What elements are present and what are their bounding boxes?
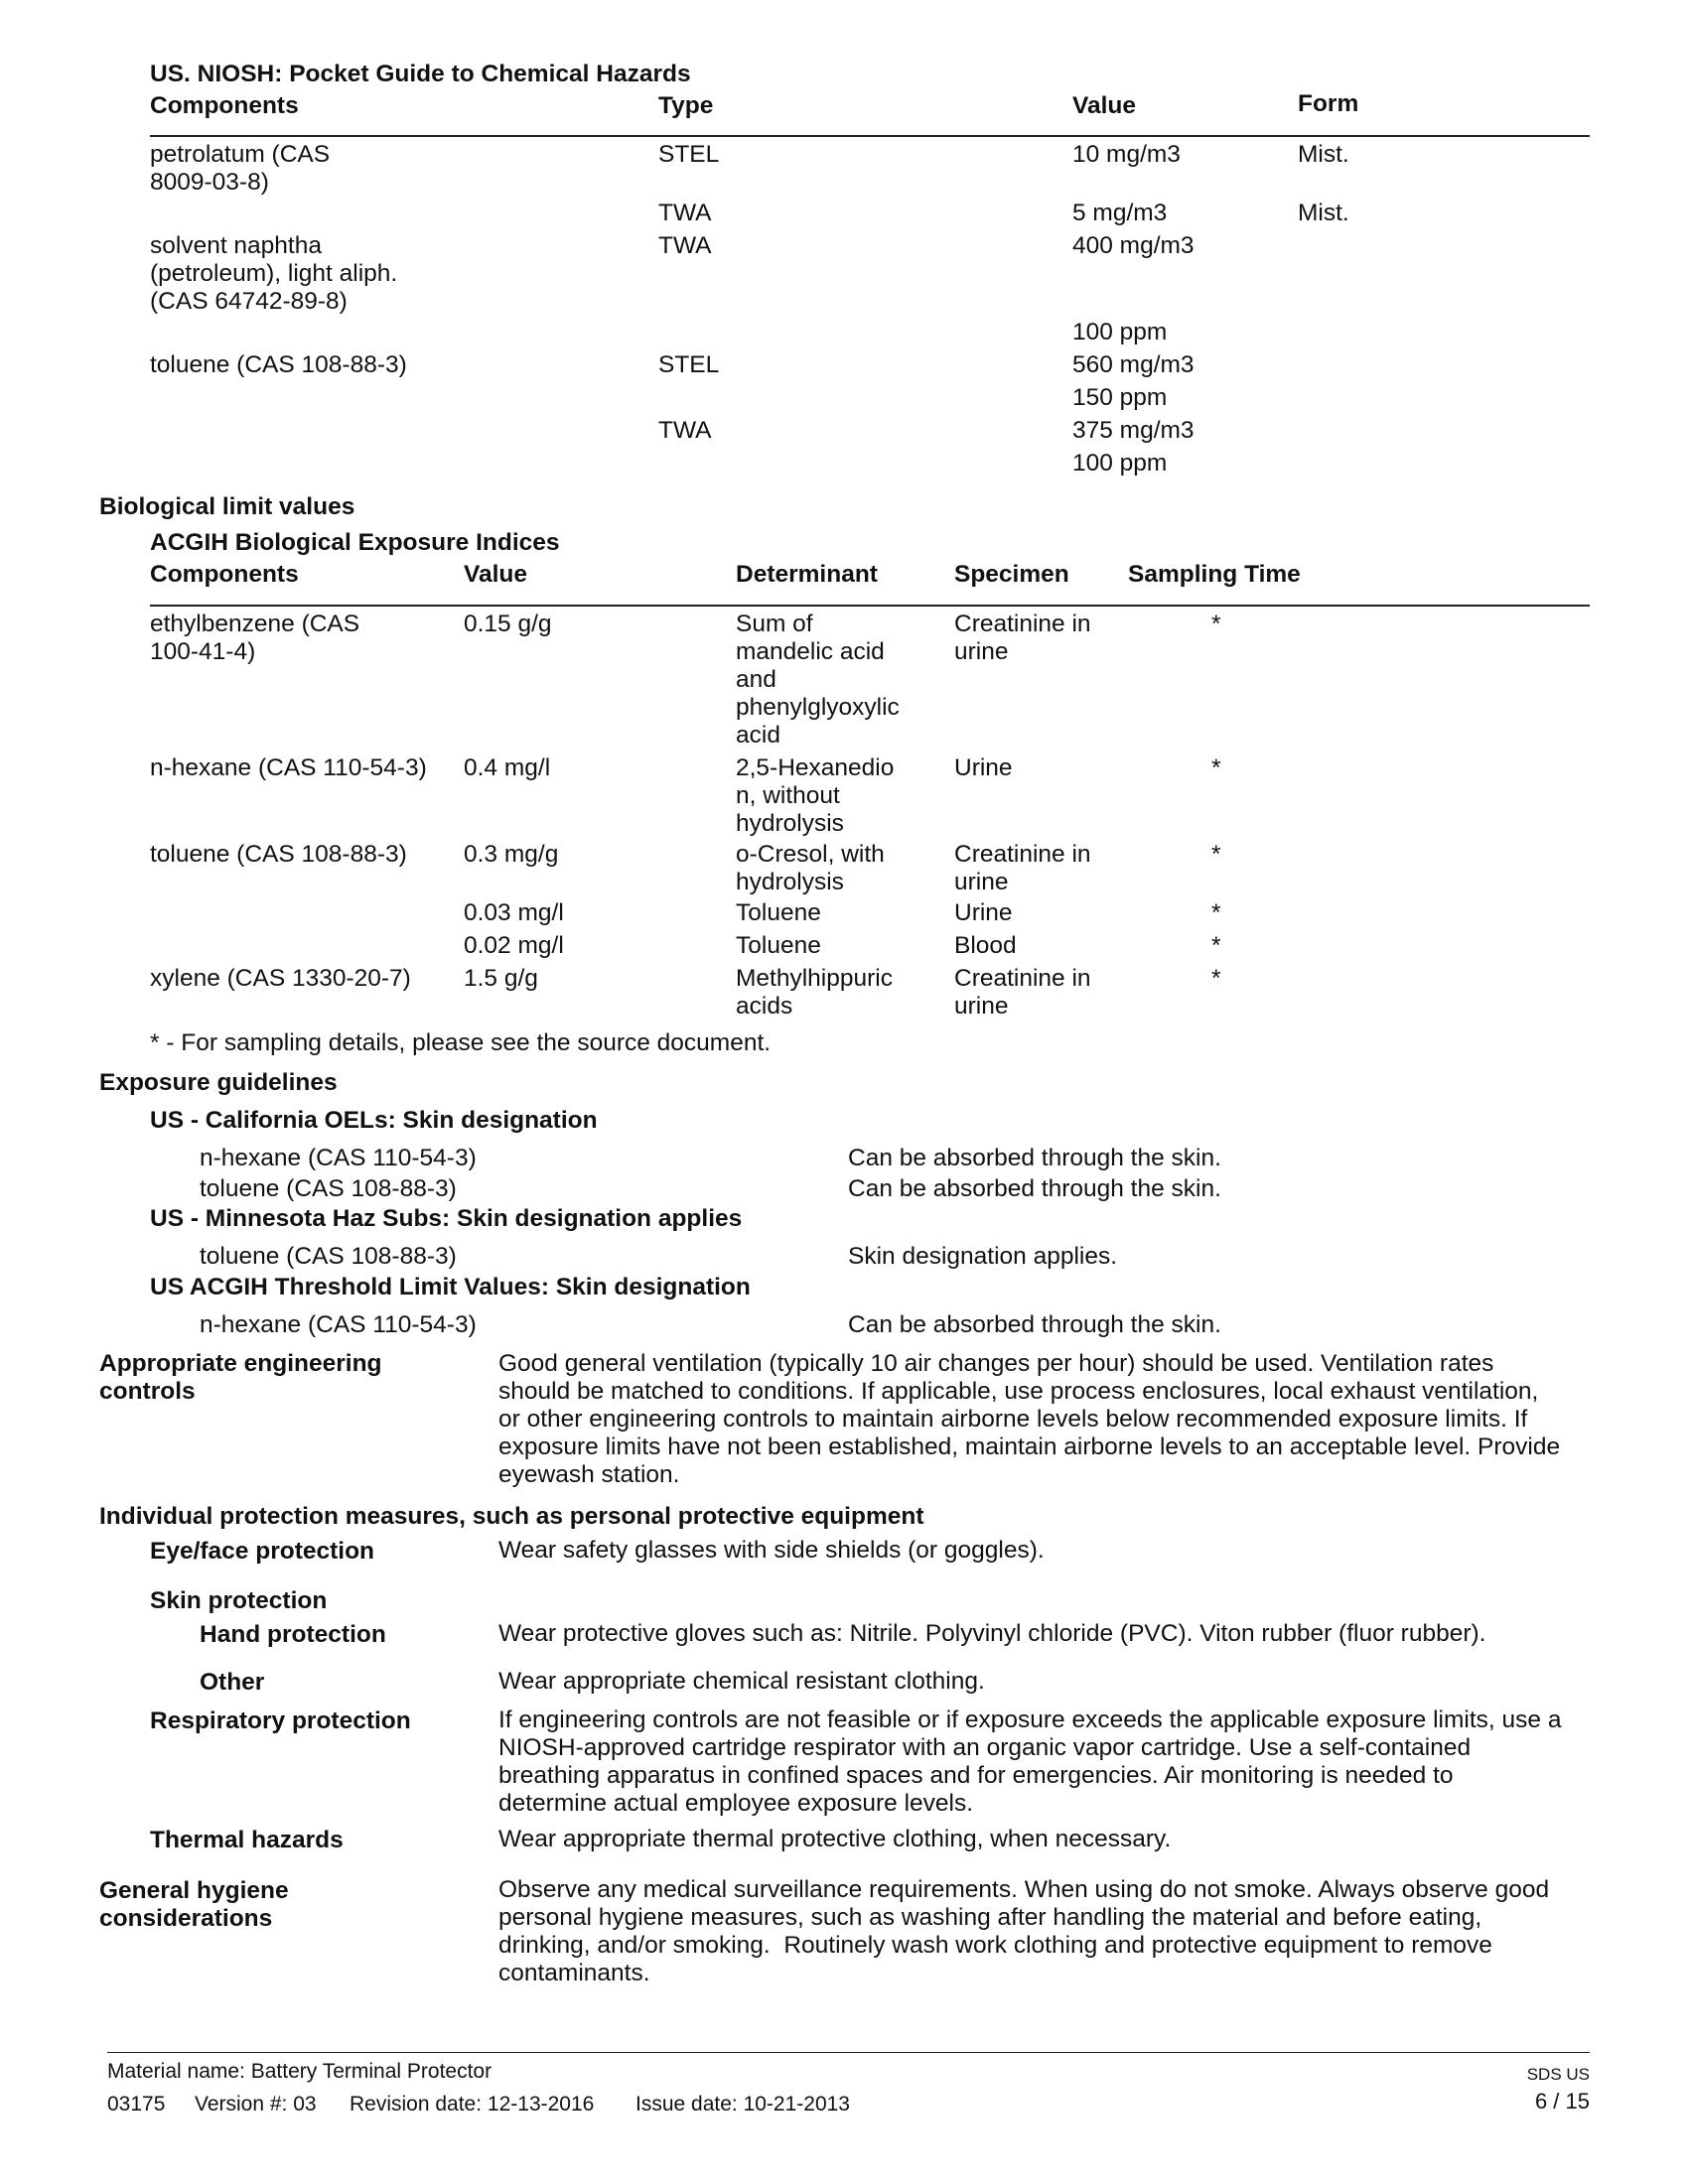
bei-row-determinant: Toluene (736, 899, 821, 926)
respiratory-protection-text: If engineering controls are not feasible or if exposure exceeds the applicable exposure limits, use a NIOSH-approved cartridge respirator with an organic vapor cartridge. Use a self-contained breathing apparatus in confined spaces and for emergencies. Air monitoring is needed to determine actual employee exposure levels. (498, 1706, 1562, 1817)
bei-row-determinant: o-Cresol, with hydrolysis (736, 841, 885, 895)
mn-haz-note: Skin designation applies. (848, 1243, 1118, 1270)
bei-row-component: n-hexane (CAS 110-54-3) (150, 754, 427, 781)
ca-oel-chemical: toluene (CAS 108-88-3) (200, 1175, 457, 1202)
ca-oel-note: Can be absorbed through the skin. (848, 1145, 1221, 1171)
acgih-tlv-chemical: n-hexane (CAS 110-54-3) (200, 1311, 477, 1338)
bei-footnote: * - For sampling details, please see the source document. (150, 1029, 772, 1056)
bei-row-sampling: * (1211, 611, 1221, 637)
niosh-row-component: petrolatum (CAS 8009-03-8) (150, 141, 331, 196)
niosh-header-form: Form (1298, 90, 1359, 117)
niosh-row-value: 400 mg/m3 (1072, 232, 1195, 259)
bei-title: ACGIH Biological Exposure Indices (150, 529, 560, 556)
niosh-header-value: Value (1072, 92, 1137, 119)
bei-row-specimen: Creatinine in urine (954, 611, 1091, 665)
niosh-row-form: Mist. (1298, 141, 1349, 168)
footer-version: Version #: 03 (195, 2093, 317, 2116)
bei-header-specimen: Specimen (954, 561, 1069, 588)
ca-oel-title: US - California OELs: Skin designation (150, 1107, 598, 1134)
niosh-row-value: 100 ppm (1072, 450, 1168, 477)
footer-material-name: Material name: Battery Terminal Protector (107, 2060, 492, 2083)
bei-row-specimen: Blood (954, 932, 1017, 959)
thermal-hazards-text: Wear appropriate thermal protective clothing, when necessary. (498, 1826, 1172, 1852)
bei-row-component: ethylbenzene (CAS 100-41-4) (150, 611, 360, 665)
engineering-text: Good general ventilation (typically 10 air changes per hour) should be used. Ventilation rates should be matched to conditions. If applicable, use process enclosures, local exhaust ventilation, or other engineering controls to maintain airborne levels below recommended exposure limits. If exposure limits have not been established, maintain airborne levels to an acceptable level. Provide eyewash station. (498, 1350, 1561, 1488)
hand-protection-text: Wear protective gloves such as: Nitrile. Polyvinyl chloride (PVC). Viton rubber (fluor rubber). (498, 1620, 1486, 1647)
exposure-heading: Exposure guidelines (99, 1069, 338, 1096)
footer-issue-date: Issue date: 10-21-2013 (635, 2093, 850, 2116)
bei-row-specimen: Creatinine in urine (954, 841, 1091, 895)
niosh-row-value: 10 mg/m3 (1072, 141, 1181, 168)
niosh-row-type: STEL (658, 351, 720, 378)
bei-header-rule (150, 605, 1590, 607)
eye-protection-text: Wear safety glasses with side shields (or goggles). (498, 1537, 1045, 1564)
skin-protection-label: Skin protection (150, 1587, 328, 1614)
niosh-title: US. NIOSH: Pocket Guide to Chemical Hazards (150, 61, 691, 87)
niosh-row-value: 375 mg/m3 (1072, 417, 1195, 444)
ca-oel-note: Can be absorbed through the skin. (848, 1175, 1221, 1202)
footer-revision-date: Revision date: 12-13-2016 (350, 2093, 595, 2116)
ca-oel-chemical: n-hexane (CAS 110-54-3) (200, 1145, 477, 1171)
bei-row-determinant: 2,5-Hexanedio n, without hydrolysis (736, 754, 895, 837)
biological-heading: Biological limit values (99, 493, 355, 520)
bei-row-specimen: Urine (954, 754, 1013, 781)
bei-row-sampling: * (1211, 754, 1221, 781)
bei-row-value: 0.02 mg/l (464, 932, 564, 959)
niosh-row-type: TWA (658, 417, 712, 444)
bei-row-sampling: * (1211, 965, 1221, 992)
mn-haz-chemical: toluene (CAS 108-88-3) (200, 1243, 457, 1270)
niosh-row-form: Mist. (1298, 200, 1349, 226)
niosh-row-value: 560 mg/m3 (1072, 351, 1195, 378)
acgih-tlv-title: US ACGIH Threshold Limit Values: Skin designation (150, 1274, 751, 1300)
footer-rule (107, 2052, 1590, 2053)
bei-row-determinant: Toluene (736, 932, 821, 959)
bei-header-sampling-time: Sampling Time (1128, 561, 1301, 588)
other-protection-text: Wear appropriate chemical resistant clothing. (498, 1668, 985, 1695)
niosh-row-value: 5 mg/m3 (1072, 200, 1168, 226)
bei-header-value: Value (464, 561, 528, 588)
niosh-row-type: TWA (658, 200, 712, 226)
niosh-row-component: toluene (CAS 108-88-3) (150, 351, 407, 378)
thermal-hazards-label: Thermal hazards (150, 1827, 344, 1853)
other-protection-label: Other (200, 1669, 265, 1696)
bei-row-component: toluene (CAS 108-88-3) (150, 841, 407, 868)
bei-row-determinant: Sum of mandelic acid and phenylglyoxylic acid (736, 611, 900, 749)
bei-row-specimen: Creatinine in urine (954, 965, 1091, 1020)
hygiene-text: Observe any medical surveillance requirements. When using do not smoke. Always observe good personal hygiene measures, such as washing after handling the material and before eating, drinking, and/or smoking. Routinely wash work clothing and protective equipment to remove contaminants. (498, 1876, 1550, 1986)
bei-header-components: Components (150, 561, 299, 588)
bei-row-sampling: * (1211, 932, 1221, 959)
niosh-header-type: Type (658, 92, 714, 119)
respiratory-protection-label: Respiratory protection (150, 1707, 411, 1734)
niosh-header-components: Components (150, 92, 299, 119)
bei-row-component: xylene (CAS 1330-20-7) (150, 965, 411, 992)
niosh-row-component: solvent naphtha (petroleum), light aliph. (CAS 64742-89-8) (150, 232, 398, 315)
niosh-row-value: 150 ppm (1072, 384, 1168, 411)
footer-page-number: 6 / 15 (1534, 2089, 1590, 2114)
niosh-row-type: TWA (658, 232, 712, 259)
bei-header-determinant: Determinant (736, 561, 878, 588)
bei-row-value: 1.5 g/g (464, 965, 538, 992)
bei-row-value: 0.4 mg/l (464, 754, 551, 781)
bei-row-specimen: Urine (954, 899, 1013, 926)
bei-row-sampling: * (1211, 841, 1221, 868)
engineering-label: Appropriate engineering controls (99, 1350, 382, 1405)
bei-row-value: 0.03 mg/l (464, 899, 564, 926)
niosh-row-type: STEL (658, 141, 720, 168)
mn-haz-title: US - Minnesota Haz Subs: Skin designation applies (150, 1205, 743, 1232)
bei-row-value: 0.15 g/g (464, 611, 552, 637)
hygiene-label: General hygiene considerations (99, 1877, 289, 1932)
acgih-tlv-note: Can be absorbed through the skin. (848, 1311, 1221, 1338)
ppe-heading: Individual protection measures, such as personal protective equipment (99, 1503, 924, 1530)
hand-protection-label: Hand protection (200, 1621, 386, 1648)
footer-sds-label: SDS US (1526, 2065, 1590, 2084)
eye-protection-label: Eye/face protection (150, 1538, 375, 1565)
niosh-row-value: 100 ppm (1072, 319, 1168, 345)
footer-doc-code: 03175 (107, 2093, 166, 2116)
niosh-header-rule (150, 135, 1590, 137)
bei-row-value: 0.3 mg/g (464, 841, 559, 868)
bei-row-determinant: Methylhippuric acids (736, 965, 893, 1020)
bei-row-sampling: * (1211, 899, 1221, 926)
